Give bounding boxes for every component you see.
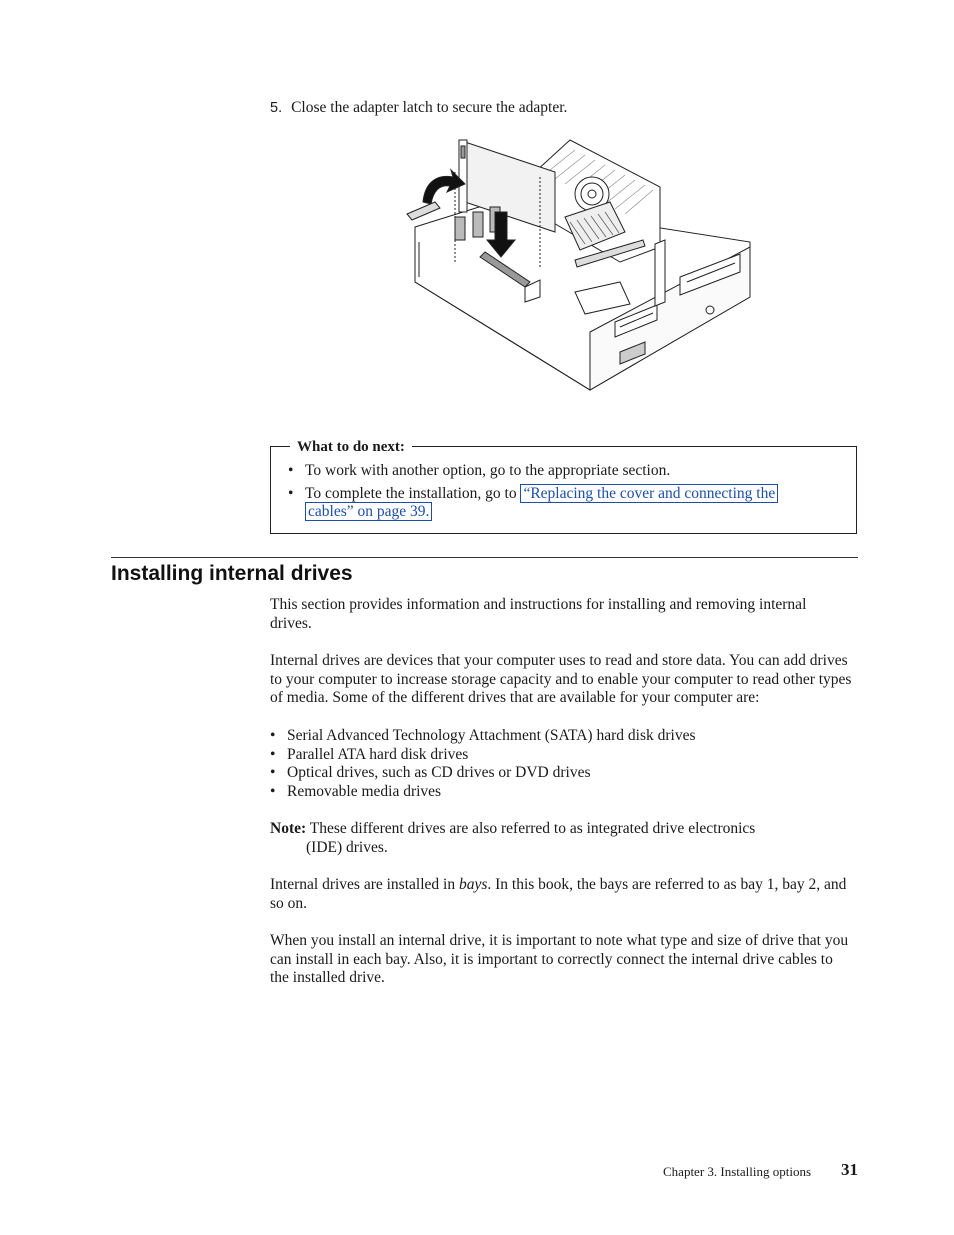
next-item-1: To work with another option, go to the appropriate section. bbox=[305, 462, 671, 479]
intro-paragraph: This section provides information and instructions for installing and removing internal drives. bbox=[270, 596, 807, 632]
adapter-latch-illustration bbox=[395, 132, 765, 397]
install-paragraph: When you install an internal drive, it is important to note what type and size of drive that you can install in each bay. Also, it is important to correctly connect the internal drive cables to the installed drive. bbox=[270, 932, 849, 987]
bullet-icon: • bbox=[270, 745, 276, 763]
drives-paragraph: Internal drives are devices that your computer uses to read and store data. You can add drives to your computer to increase storage capacity and to enable your computer to read other types of media. Some of the different drives that are available for your computer are: bbox=[270, 652, 852, 707]
what-to-do-next-title: What to do next: bbox=[290, 438, 412, 456]
drive-type: Parallel ATA hard disk drives bbox=[287, 745, 469, 763]
list-item bbox=[288, 485, 848, 522]
bullet-icon: • bbox=[270, 764, 276, 782]
page-number: 31 bbox=[841, 1160, 858, 1179]
note-text-cont: (IDE) drives. bbox=[306, 838, 388, 856]
bullet-icon: • bbox=[288, 462, 294, 479]
next-item-2: To complete the installation, go to bbox=[305, 484, 517, 502]
bullet-icon: • bbox=[270, 727, 276, 744]
bays-text-start: Internal drives are installed in bbox=[270, 876, 459, 893]
bays-text-end: . In this book, the bays are referred to as bay 1, bay 2, and so on. bbox=[270, 876, 847, 912]
drive-type: Removable media drives bbox=[287, 783, 442, 801]
list-item bbox=[270, 783, 850, 802]
ide-note bbox=[270, 820, 850, 857]
step-number: 5. bbox=[270, 100, 283, 116]
section-divider bbox=[111, 557, 858, 558]
drive-type: Optical drives, such as CD drives or DVD drives bbox=[287, 764, 591, 782]
list-item bbox=[270, 764, 850, 783]
bullet-icon: • bbox=[288, 484, 294, 502]
what-to-do-next-list bbox=[288, 462, 848, 526]
section-title: Installing internal drives bbox=[111, 562, 353, 585]
bullet-icon: • bbox=[270, 783, 276, 801]
bays-paragraph bbox=[270, 876, 855, 913]
drive-types-list bbox=[270, 727, 850, 802]
list-item bbox=[270, 746, 850, 765]
step-5 bbox=[270, 99, 567, 118]
note-label: Note: bbox=[270, 820, 307, 837]
list-item bbox=[270, 727, 850, 746]
step-text: Close the adapter latch to secure the adapter. bbox=[291, 99, 568, 116]
list-item bbox=[288, 462, 848, 481]
bays-term: bays bbox=[458, 876, 488, 893]
replacing-cover-link-cont[interactable]: cables” on page 39. bbox=[305, 502, 432, 521]
replacing-cover-link[interactable]: “Replacing the cover and connecting the bbox=[520, 484, 778, 503]
note-text: These different drives are also referred to as integrated drive electronics bbox=[309, 820, 756, 837]
chapter-footer: Chapter 3. Installing options bbox=[663, 1164, 812, 1179]
drive-type: Serial Advanced Technology Attachment (SATA) hard disk drives bbox=[287, 727, 696, 744]
